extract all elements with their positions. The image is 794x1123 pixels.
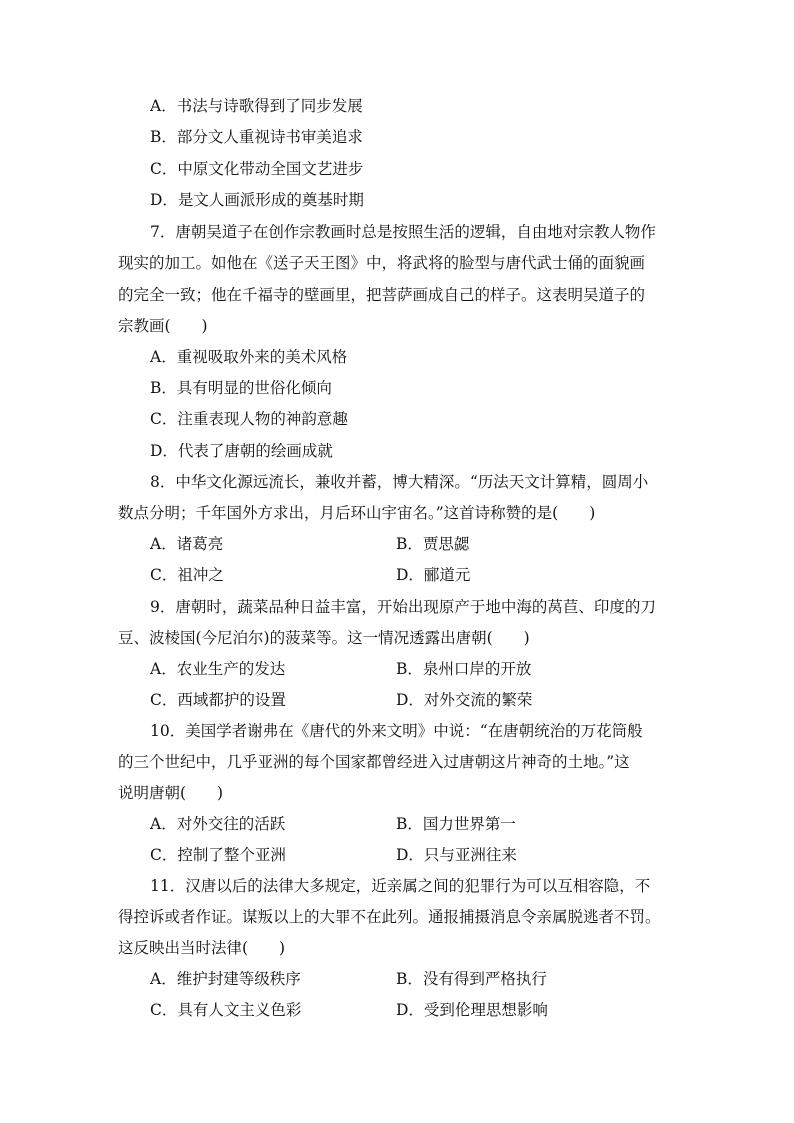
q11-option-a: A．维护封建等级秩序 — [150, 970, 301, 988]
q7-option-d: D．代表了唐朝的绘画成就 — [150, 442, 333, 460]
q9-stem-line-1: 9．唐朝时，蔬菜品种日益丰富，开始出现原产于地中海的莴苣、印度的刀 — [150, 598, 656, 616]
q6-option-a: A．书法与诗歌得到了同步发展 — [150, 97, 363, 115]
q8-option-a: A．诸葛亮 — [150, 535, 224, 553]
q8-stem-line-1: 8．中华文化源远流长，兼收并蓄，博大精深。“历法天文计算精，圆周小 — [150, 473, 649, 491]
q10-option-c: C．控制了整个亚洲 — [150, 846, 286, 864]
q11-stem-line-1: 11．汉唐以后的法律大多规定，近亲属之间的犯罪行为可以互相容隐，不 — [150, 877, 651, 895]
q10-option-b: B．国力世界第一 — [396, 815, 516, 833]
q10-option-d: D．只与亚洲往来 — [396, 846, 517, 864]
q8-option-b: B．贾思勰 — [396, 535, 470, 553]
q10-stem-line-2: 的三个世纪中，几乎亚洲的每个国家都曾经进入过唐朝这片神奇的土地。”这 — [118, 753, 630, 771]
q9-stem-line-2: 豆、波棱国(今尼泊尔)的菠菜等。这一情况透露出唐朝( ) — [118, 629, 530, 647]
q9-option-d: D．对外交流的繁荣 — [396, 691, 533, 709]
q10-stem-line-1: 10．美国学者谢弗在《唐代的外来文明》中说：“在唐朝统治的万花筒般 — [150, 722, 643, 740]
q11-stem-line-2: 得控诉或者作证。谋叛以上的大罪不在此列。通报捕摄消息令亲属脱逃者不罚。 — [118, 908, 661, 926]
q11-option-c: C．具有人文主义色彩 — [150, 1001, 302, 1019]
q9-option-b: B．泉州口岸的开放 — [396, 660, 532, 678]
q6-option-b: B．部分文人重视诗书审美追求 — [150, 128, 363, 146]
q9-option-c: C．西域都护的设置 — [150, 691, 286, 709]
q7-option-c: C．注重表现人物的神韵意趣 — [150, 410, 348, 428]
q10-option-a: A．对外交往的活跃 — [150, 815, 286, 833]
q7-stem-line-3: 的完全一致；他在千福寺的壁画里，把菩萨画成自己的样子。这表明吴道子的 — [118, 286, 646, 304]
q11-option-d: D．受到伦理思想影响 — [396, 1001, 548, 1019]
q8-stem-line-2: 数点分明；千年国外方求出，月后环山宇宙名。”这首诗称赞的是( ) — [118, 504, 596, 522]
q8-option-c: C．祖冲之 — [150, 566, 224, 584]
q7-option-b: B．具有明显的世俗化倾向 — [150, 379, 332, 397]
q11-stem-line-3: 这反映出当时法律( ) — [118, 939, 286, 957]
q7-stem-line-2: 现实的加工。如他在《送子天王图》中，将武将的脸型与唐代武士俑的面貌画 — [118, 254, 646, 272]
q7-stem-line-4: 宗教画( ) — [118, 317, 208, 335]
q8-option-d: D．郦道元 — [396, 566, 471, 584]
q7-option-a: A．重视吸取外来的美术风格 — [150, 348, 348, 366]
q6-option-d: D．是文人画派形成的奠基时期 — [150, 191, 364, 209]
q10-stem-line-3: 说明唐朝( ) — [118, 784, 224, 802]
q9-option-a: A．农业生产的发达 — [150, 660, 286, 678]
q6-option-c: C．中原文化带动全国文艺进步 — [150, 160, 364, 178]
q11-option-b: B．没有得到严格执行 — [396, 970, 547, 988]
q7-stem-line-1: 7．唐朝吴道子在创作宗教画时总是按照生活的逻辑，自由地对宗教人物作 — [150, 223, 656, 241]
